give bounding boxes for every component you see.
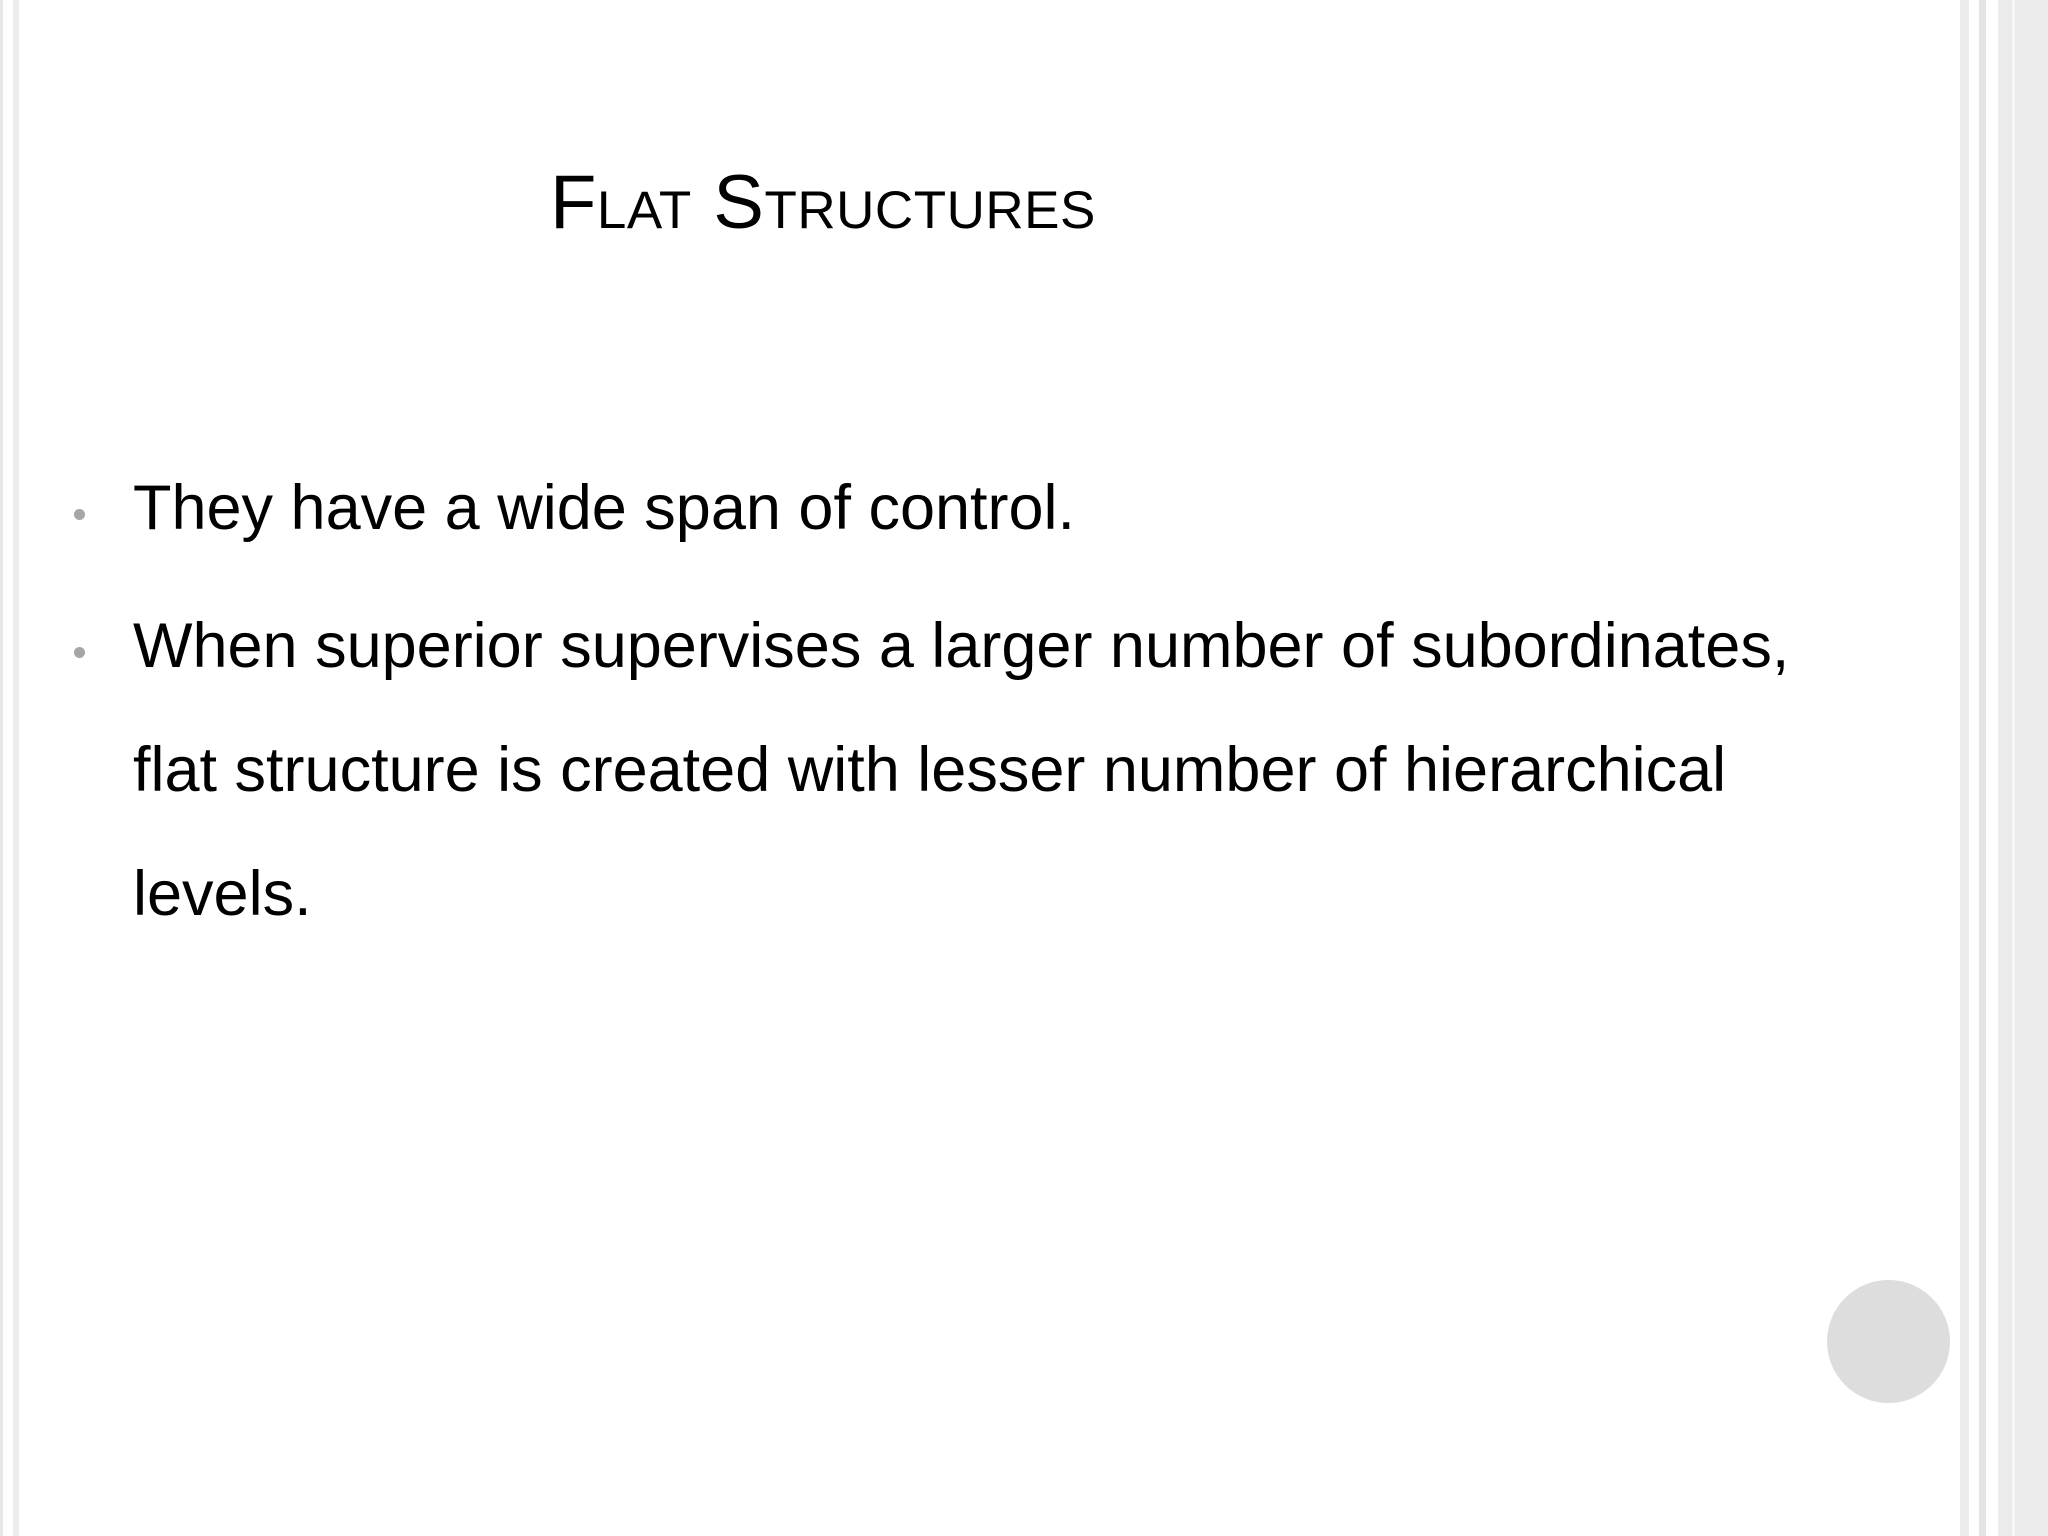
slide-title: Flat Structures	[550, 160, 1096, 245]
bullet-dot-icon	[74, 509, 85, 520]
right-border-line	[2012, 0, 2015, 1536]
bullet-line: When superior supervises a larger number of subordinates,	[133, 611, 1790, 681]
bullet-line: They have a wide span of control.	[133, 473, 1076, 543]
left-border-inner	[13, 0, 19, 1536]
bullet-text	[133, 446, 1075, 570]
right-border-c	[1998, 0, 2048, 1536]
bullet-dot-icon	[74, 647, 85, 658]
decorative-circle-icon	[1827, 1280, 1950, 1403]
right-border-a	[1960, 0, 1969, 1536]
bullet-line: flat structure is created with lesser number of hierarchical	[133, 735, 1727, 805]
left-border-outer	[0, 0, 3, 1536]
right-border-b	[1979, 0, 1986, 1536]
bullet-text	[133, 584, 1789, 956]
bullet-line: levels.	[133, 859, 312, 929]
